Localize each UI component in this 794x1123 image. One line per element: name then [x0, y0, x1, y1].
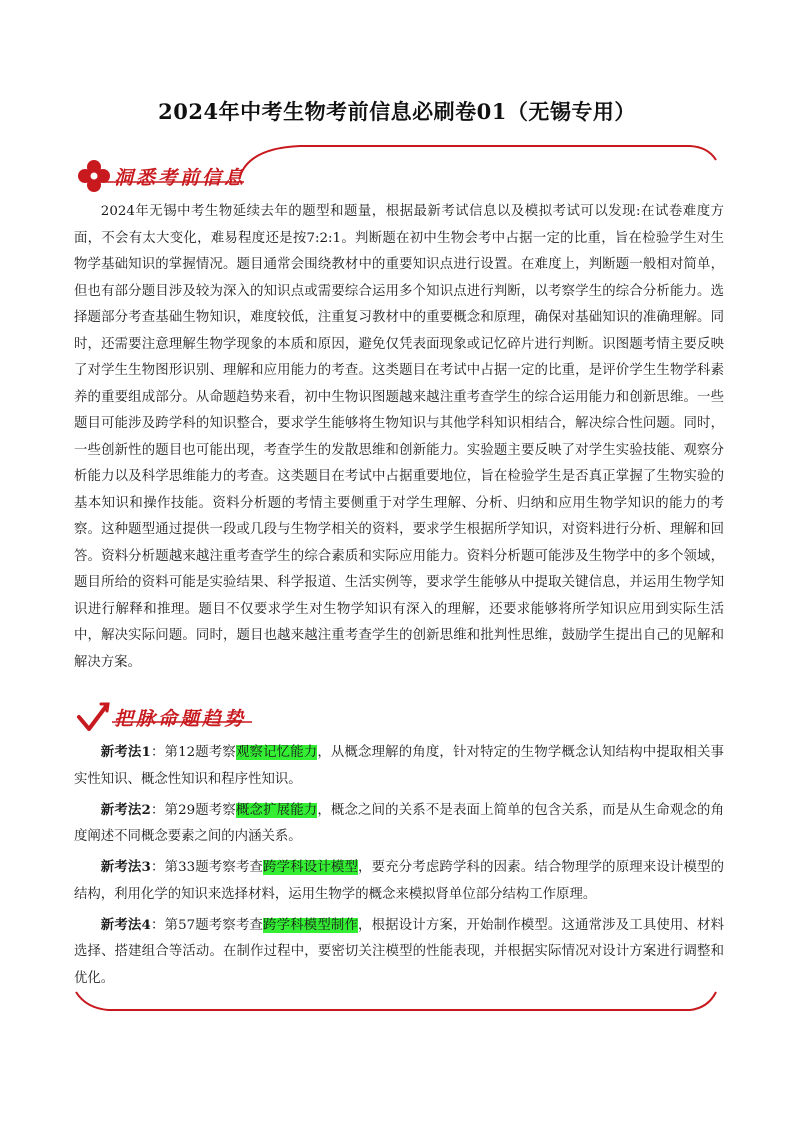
trend-text-pre: ：第12题考察 — [150, 745, 236, 760]
list-item — [74, 739, 724, 793]
trend-text-post: ，概念之间的关系不是表面上简单的包含关系，而是从生命观念的角度阐述不同概念要素之间的内涵关系。 — [74, 802, 724, 844]
trend-tag: 新考法3 — [100, 859, 151, 875]
section-heading-label: 洞悉考前信息 — [114, 166, 247, 189]
list-item — [74, 797, 724, 851]
list-item — [74, 912, 724, 993]
section-heading-label: 把脉命题趋势 — [114, 707, 247, 730]
highlighted-skill: 概念扩展能力 — [235, 802, 318, 818]
section-heading-exam-info — [76, 156, 246, 196]
highlighted-skill: 观察记忆能力 — [235, 745, 318, 760]
trend-tag: 新考法2 — [100, 801, 151, 818]
trend-text-post: ，根据设计方案，开始制作模型。这通常涉及工具使用、材料选择、搭建组合等活动。在制作过程中，要密切关注模型的性能表现，并根据实际情况对设计方案进行调整和优化。 — [74, 917, 725, 986]
trends-list — [74, 739, 724, 996]
highlighted-skill: 跨学科设计模型 — [263, 860, 359, 875]
exam-info-paragraph: 2024年无锡中考生物延续去年的题型和题量，根据最新考试信息以及模拟考试可以发现:在试卷难度方面，不会有太大变化，难易程度还是按7:2:1。判断题在初中生物会考中占据一定的比重，旨在检验学生对生物学基础知识的掌握情况。题目通常会围绕教材中的重要知识点进行设置。在难度上，判断题一般相对简单，但也有部分题目涉及较为深入的知识点或需要综合运用多个知识点进行判断，以考察学生的综合分析能力。选择题部分考查基础生物知识，难度较低，注重复习教材中的重要概念和原理，确保对基础知识的准确理解。同时，还需要注意理解生物学现象的本质和原因，避免仅凭表面现象或记忆碎片进行判断。识图题考情主要反映了对学生生物图形识别、理解和应用能力的考查。这类题目在考试中占据一定的比重，是评价学生生物学科素养的重要组成部分。从命题趋势来看，初中生物识图题越来越注重考查学生的综合运用能力和创新思维。一些题目可能涉及跨学科的知识整合，要求学生能够将生物知识与其他学科知识相结合，解决综合性问题。同时，一些创新性的题目也可能出现，考查学生的发散思维和创新能力。实验题主要反映了对学生实验技能、观察分析能力以及科学思维能力的考查。这类题目在考试中占据重要地位，旨在检验学生是否真正掌握了生物实验的基本知识和操作技能。资料分析题的考情主要侧重于对学生理解、分析、归纳和应用生物学知识的能力的考察。这种题型通过提供一段或几段与生物学相关的资料，要求学生根据所学知识，对资料进行分析、理解和回答。资料分析题越来越注重考查学生的综合素质和实际应用能力。资料分析题可能涉及生物学中的多个领域，题目所给的资料可能是实验结果、科学报道、生活实例等，要求学生能够从中提取关键信息，并运用生物学知识进行解释和推理。题目不仅要求学生对生物学知识有深入的理解，还要求能够将所学知识应用到实际生活中，解决实际问题。同时，题目也越来越注重考查学生的创新思维和批判性思维，鼓励学生提出自己的见解和解决方案。 — [74, 204, 724, 670]
trend-text-post: ，要充分考虑跨学科的因素。结合物理学的原理来设计模型的结构，利用化学的知识来选择材料，运用生物学的概念来模拟肾单位部分结构工作原理。 — [74, 860, 725, 902]
check-arrow-icon — [76, 699, 112, 735]
trend-text-post: ，从概念理解的角度，针对特定的生物学概念认知结构中提取相关事实性知识、概念性知识和程序性知识。 — [74, 745, 724, 787]
list-item — [74, 854, 724, 908]
highlighted-skill: 跨学科模型制作 — [263, 917, 359, 933]
exam-info-body — [74, 199, 724, 676]
clover-flower-icon — [76, 158, 112, 194]
trend-text-pre: ：第29题考察 — [150, 802, 236, 818]
document-title: 2024年中考生物考前信息必刷卷01（无锡专用） — [158, 99, 636, 124]
trend-text-pre: ：第57题考察考查 — [150, 917, 264, 933]
trend-tag: 新考法4 — [100, 916, 151, 933]
section-heading-trends — [76, 697, 246, 737]
trend-tag: 新考法1 — [100, 744, 151, 760]
trend-text-pre: ：第33题考察考查 — [150, 860, 264, 875]
